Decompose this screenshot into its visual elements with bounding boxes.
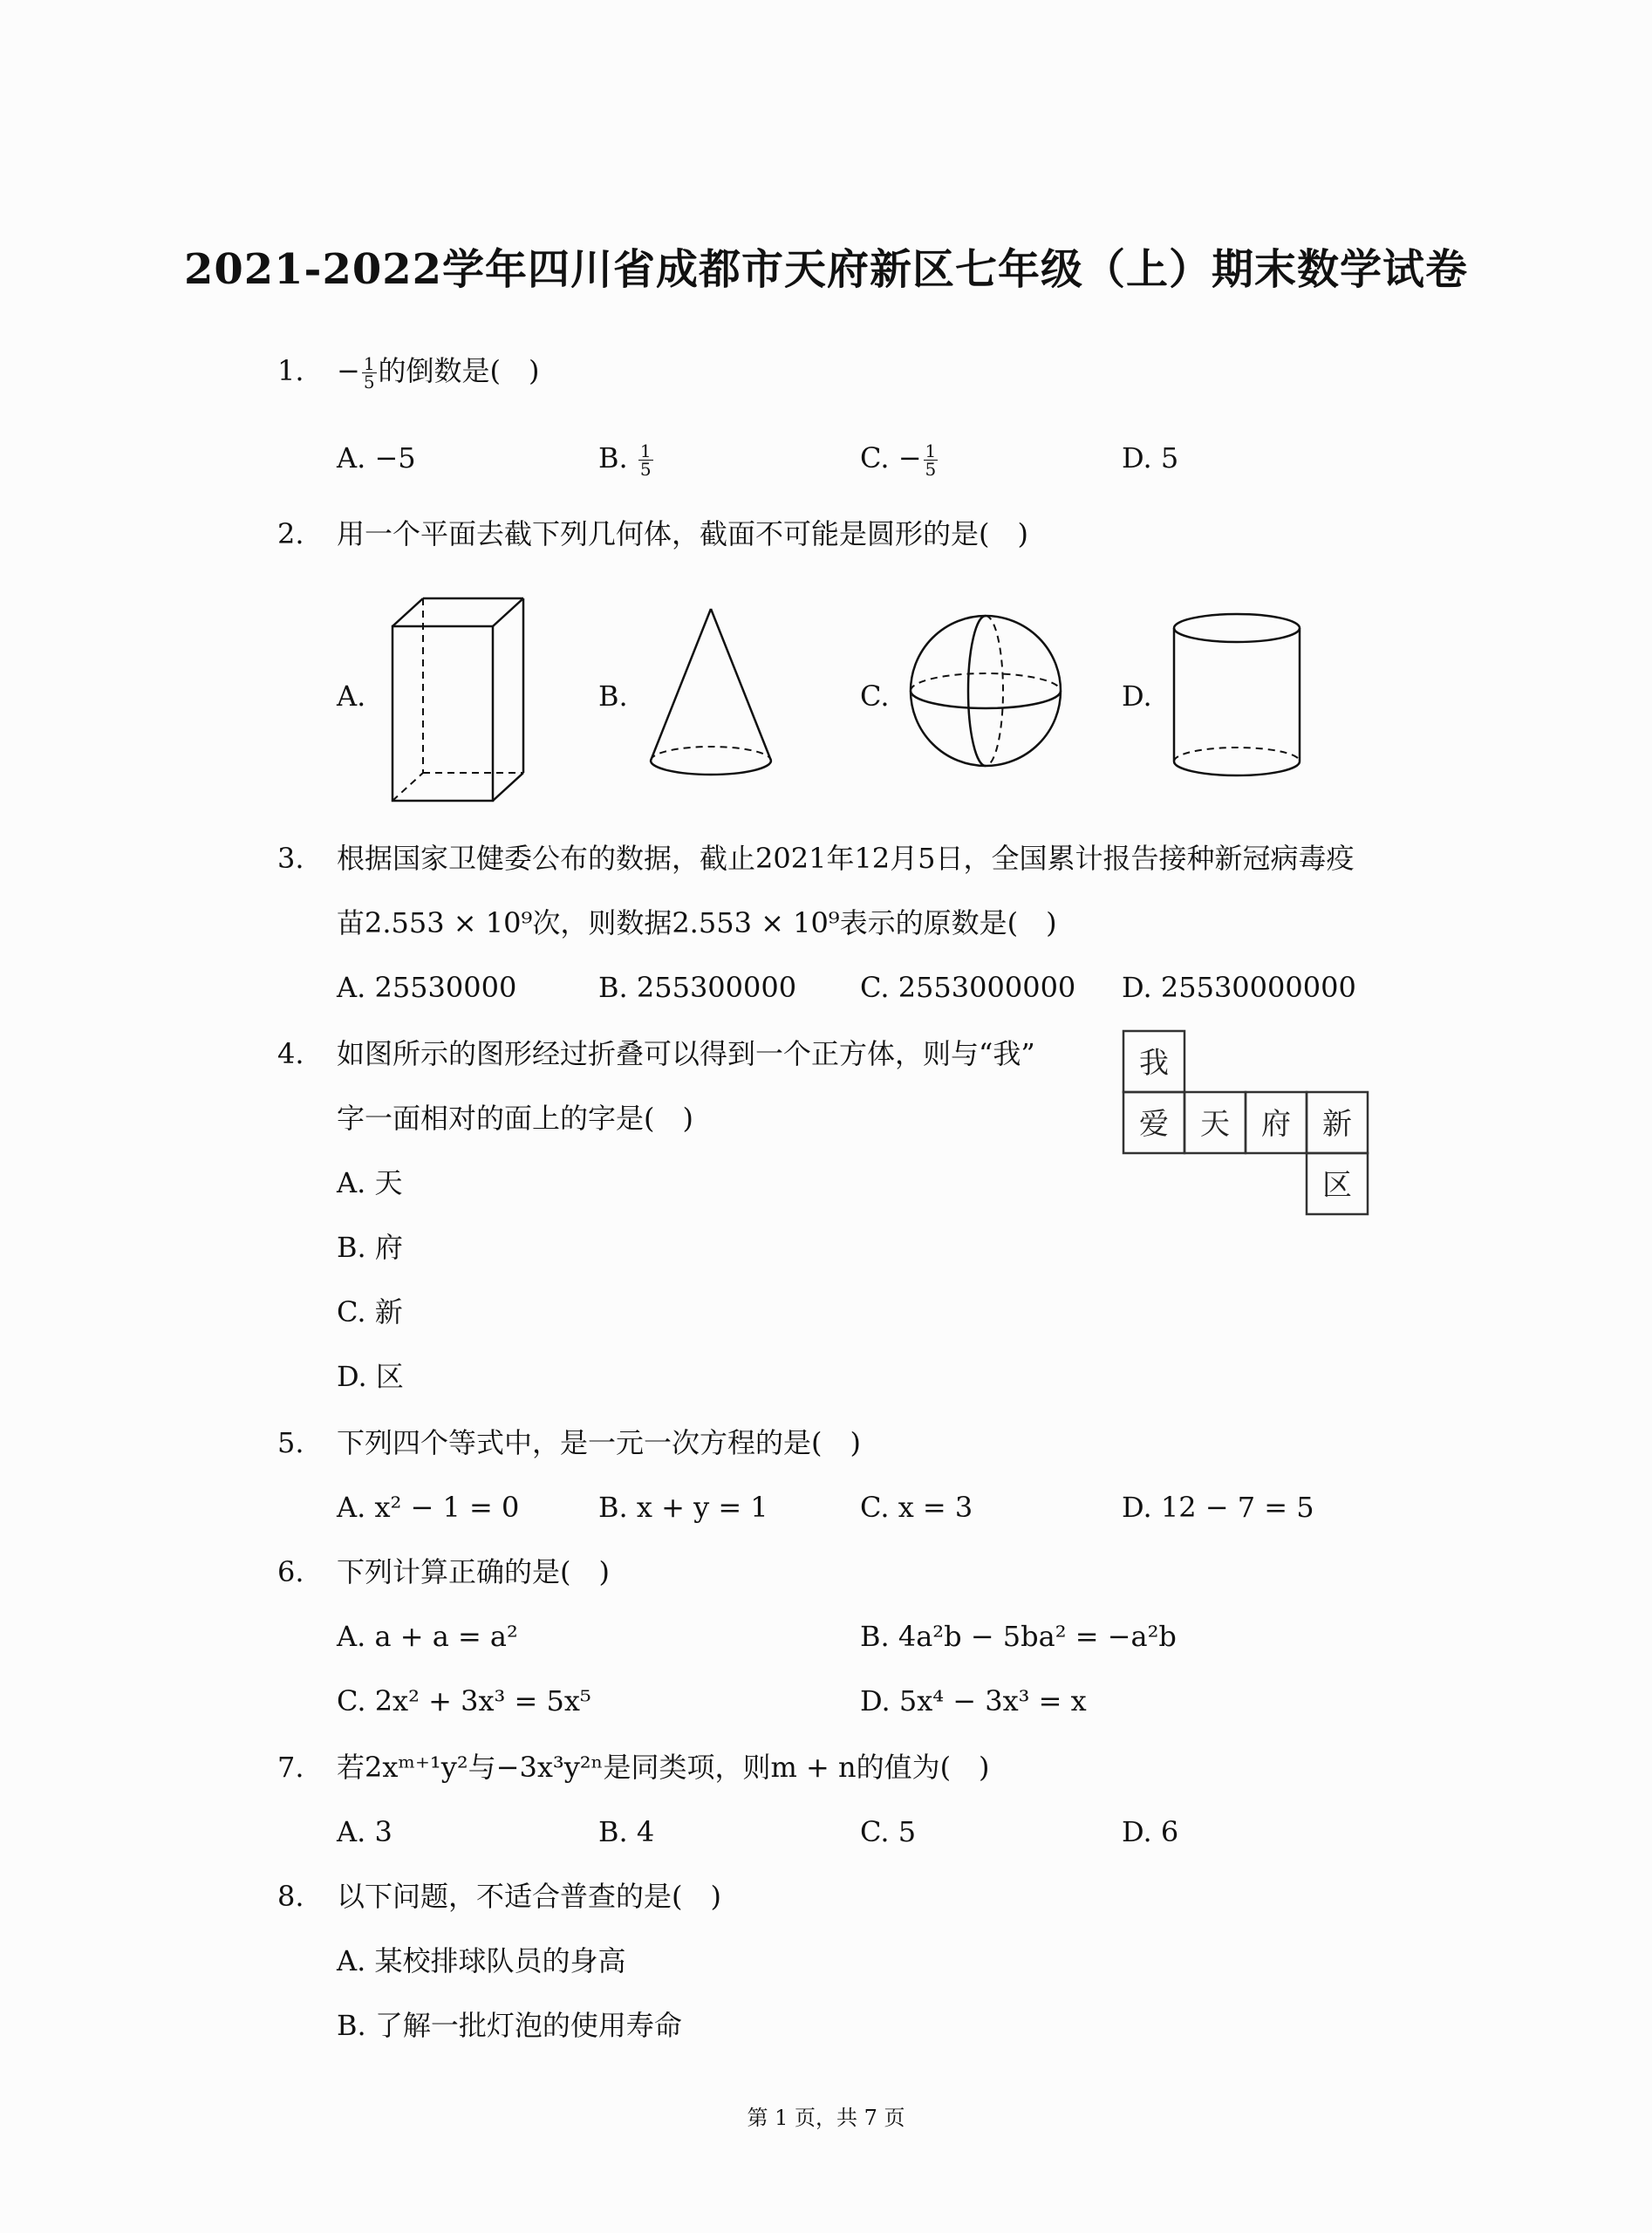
option-label: B. (598, 441, 628, 475)
option-d: D. 5x⁴ − 3x³ = x (860, 1684, 1087, 1717)
question-text: 下列四个等式中，是一元一次方程的是( ) (337, 1426, 861, 1459)
question-suffix: 的倒数是( ) (378, 354, 540, 387)
numerator: 1 (639, 440, 652, 461)
option-d: D. 5 (1122, 441, 1179, 475)
question-text-line-1: 根据国家卫健委公布的数据，截止2021年12月5日，全国累计报告接种新冠病毒疫 (337, 842, 1355, 875)
denominator: 5 (363, 372, 375, 393)
option-b: B. (598, 679, 628, 713)
option-c: C. x = 3 (860, 1491, 973, 1524)
question-text: 用一个平面去截下列几何体，截面不可能是圆形的是( ) (337, 517, 1028, 550)
cuboid-figure (384, 591, 541, 809)
option-d: D. 6 (1122, 1815, 1179, 1848)
option-b: B. 4a²b − 5ba² = −a²b (860, 1620, 1177, 1653)
option-a: A. 某校排球队员的身高 (337, 1944, 626, 1977)
option-b (598, 440, 655, 478)
question-number: 3. (277, 842, 304, 875)
denominator: 5 (925, 459, 937, 480)
option-d: D. (1122, 679, 1152, 713)
option-b: B. 255300000 (598, 971, 797, 1004)
numerator: 1 (363, 353, 375, 374)
option-c: C. 2553000000 (860, 971, 1076, 1004)
question-text: 下列计算正确的是( ) (337, 1555, 610, 1588)
question-text-line-1: 如图所示的图形经过折叠可以得到一个正方体，则与“我” (337, 1037, 1035, 1070)
net-cell-5: 新 (1322, 1107, 1352, 1142)
cube-net-figure (1122, 1029, 1375, 1221)
option-b: B. 了解一批灯泡的使用寿命 (337, 2009, 682, 2042)
option-d: D. 区 (337, 1360, 404, 1393)
net-cell-2: 爱 (1139, 1107, 1169, 1142)
option-c: C. 5 (860, 1815, 917, 1848)
option-a: A. x² − 1 = 0 (337, 1491, 520, 1524)
net-cell-3: 天 (1200, 1107, 1230, 1142)
option-a: A. −5 (337, 441, 416, 475)
net-cell-1: 我 (1139, 1046, 1169, 1081)
net-cell-4: 府 (1261, 1107, 1291, 1142)
cone-figure (645, 604, 776, 787)
option-b: B. x + y = 1 (598, 1491, 768, 1524)
question-text-line-2: 字一面相对的面上的字是( ) (337, 1102, 693, 1135)
option-a: A. 3 (337, 1815, 393, 1848)
question-number: 4. (277, 1037, 304, 1070)
question-number: 6. (277, 1555, 304, 1588)
option-b: B. 府 (337, 1231, 403, 1264)
page-title: 2021-2022学年四川省成都市天府新区七年级（上）期末数学试卷 (183, 245, 1469, 294)
option-label: C. − (860, 441, 922, 475)
question-text: 以下问题，不适合普查的是( ) (337, 1880, 721, 1913)
fraction (924, 442, 939, 478)
option-c (860, 440, 939, 478)
option-c: C. (860, 679, 890, 713)
question-number: 8. (277, 1880, 304, 1913)
option-a: A. 25530000 (337, 971, 517, 1004)
cylinder-figure (1167, 609, 1307, 783)
option-c: C. 新 (337, 1295, 403, 1328)
question-text-line-2: 苗2.553 × 10⁹次，则数据2.553 × 10⁹表示的原数是( ) (337, 906, 1057, 939)
question-text (337, 353, 540, 391)
option-d: D. 25530000000 (1122, 971, 1356, 1004)
net-cell-6: 区 (1322, 1168, 1352, 1203)
denominator: 5 (639, 459, 652, 480)
option-c: C. 2x² + 3x³ = 5x⁵ (337, 1684, 591, 1717)
question-number: 2. (277, 517, 304, 550)
question-number: 7. (277, 1751, 304, 1784)
option-a: A. a + a = a² (337, 1620, 518, 1653)
sphere-figure (905, 611, 1066, 771)
question-number: 1. (277, 354, 304, 387)
minus-sign: − (337, 354, 360, 387)
option-b: B. 4 (598, 1815, 655, 1848)
fraction (362, 355, 377, 391)
question-text: 若2xᵐ⁺¹y²与−3x³y²ⁿ是同类项，则m + n的值为( ) (337, 1751, 990, 1784)
option-d: D. 12 − 7 = 5 (1122, 1491, 1314, 1524)
option-a: A. (337, 679, 366, 713)
question-number: 5. (277, 1426, 304, 1459)
numerator: 1 (925, 440, 937, 461)
option-a: A. 天 (337, 1166, 403, 1199)
page-footer: 第 1 页，共 7 页 (747, 2106, 905, 2130)
fraction (638, 442, 653, 478)
